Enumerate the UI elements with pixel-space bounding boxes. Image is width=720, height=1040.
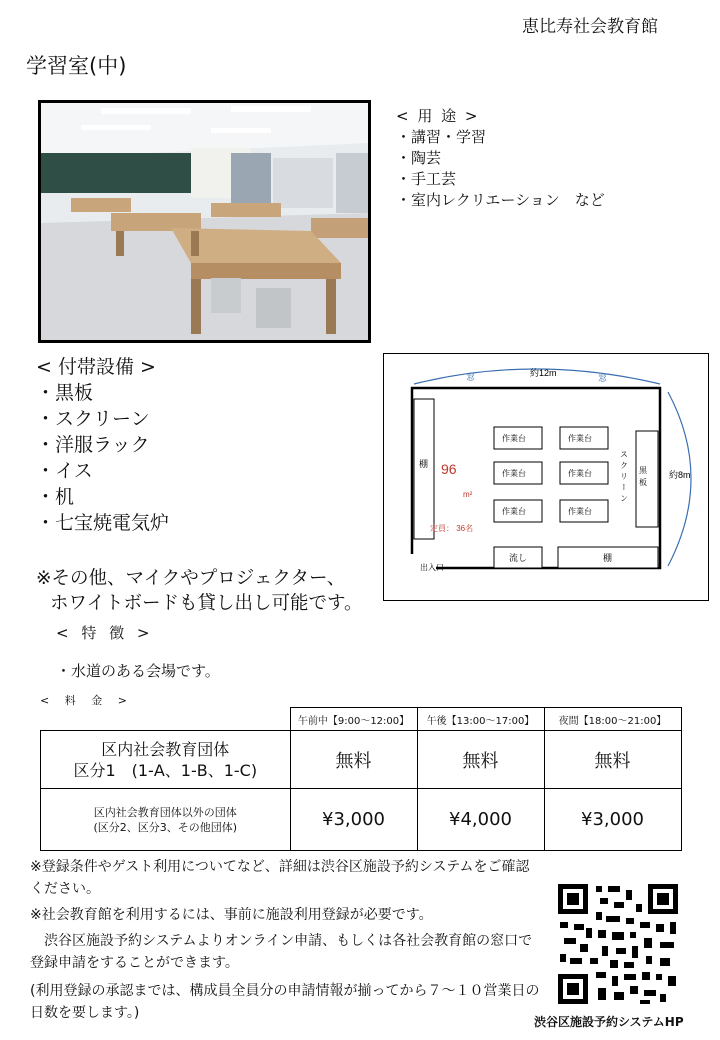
uses-item: ・陶芸	[396, 149, 442, 167]
left-shelf	[414, 399, 434, 539]
height-label: 約8m	[669, 470, 691, 480]
area-unit: m²	[463, 490, 473, 499]
room-photo	[38, 100, 371, 343]
lending-note-line: ホワイトボードも貸し出し可能です。	[50, 593, 363, 614]
features-item: ・水道のある会場です。	[56, 662, 220, 680]
screen-label: スクリーン	[619, 450, 629, 505]
fee-table-corner	[41, 708, 291, 731]
slot-morning: 午前中【9:00～12:00】	[290, 708, 417, 731]
blackboard-label: 黒板	[638, 466, 648, 490]
uses-section	[396, 106, 605, 211]
uses-heading: < 用 途 >	[396, 107, 480, 125]
uses-item: ・室内レクリエーション など	[396, 191, 605, 209]
equipment-item: ・机	[36, 486, 75, 508]
workbench-label: 作業台	[568, 469, 592, 478]
workbench-label: 作業台	[568, 507, 592, 516]
equipment-item: ・スクリーン	[36, 408, 150, 430]
floor-plan-drawing	[384, 354, 708, 600]
equipment-section	[36, 354, 169, 536]
width-label: 約12m	[530, 368, 557, 378]
equipment-item: ・イス	[36, 460, 93, 482]
workbench-label: 作業台	[502, 507, 526, 516]
table-row	[41, 731, 682, 789]
price-cell: 無料	[417, 731, 544, 789]
category-line: 区内社会教育団体	[101, 739, 230, 759]
price-cell: ¥3,000	[290, 789, 417, 851]
equipment-heading: < 付帯設備 >	[36, 356, 156, 378]
qr-code[interactable]	[556, 882, 680, 1006]
workbench-label: 作業台	[568, 434, 592, 443]
price-cell: 無料	[290, 731, 417, 789]
notes-section	[30, 856, 540, 1024]
category-line: 区内社会教育団体以外の団体	[93, 805, 237, 819]
lending-note	[36, 566, 362, 616]
entrance-label: 出入口	[420, 563, 444, 572]
fee-table	[40, 707, 682, 851]
bottom-shelf-label: 棚	[603, 553, 613, 563]
slot-afternoon: 午後【13:00～17:00】	[417, 708, 544, 731]
workbench-label: 作業台	[502, 434, 526, 443]
price-cell: 無料	[544, 731, 681, 789]
window-label-right: 窓	[598, 373, 608, 383]
note-text: ※社会教育館を利用するには、事前に施設利用登録が必要です。	[30, 907, 433, 923]
price-cell: ¥4,000	[417, 789, 544, 851]
window-label-left: 窓	[466, 372, 476, 382]
category-cell	[41, 789, 291, 851]
room-photo-image	[41, 103, 368, 340]
note-text: (利用登録の承認までは、構成員全員分の申請情報が揃ってから７～１０営業日の日数を要します。)	[30, 983, 540, 1021]
uses-item: ・講習・学習	[396, 128, 487, 146]
category-cell	[41, 731, 291, 789]
lending-note-line: ※その他、マイクやプロジェクター、	[36, 568, 346, 589]
floor-plan	[383, 353, 709, 601]
price-cell: ¥3,000	[544, 789, 681, 851]
room-title: 学習室(中)	[26, 54, 127, 78]
note-text: ※登録条件やゲスト利用についてなど、詳細は渋谷区施設予約システムをご確認ください。	[30, 859, 530, 897]
category-line: 区分1 (1-A、1-B、1-C)	[73, 760, 258, 780]
facility-name: 恵比寿社会教育館	[522, 17, 658, 37]
workbench-label: 作業台	[502, 469, 526, 478]
uses-item: ・手工芸	[396, 170, 457, 188]
fees-heading: < 料 金 >	[40, 694, 133, 707]
left-shelf-label: 棚	[419, 459, 429, 469]
area-value: 96	[441, 461, 457, 477]
qr-label: 渋谷区施設予約システムHP	[534, 1015, 684, 1029]
capacity-label: 定員： 36名	[430, 524, 474, 533]
note-text: 渋谷区施設予約システムよりオンライン申請、もしくは各社会教育館の窓口で登録申請をすることができます。	[30, 933, 533, 971]
equipment-item: ・七宝焼電気炉	[36, 512, 170, 534]
sink-label: 流し	[509, 553, 528, 563]
table-row	[41, 789, 682, 851]
features-heading: < 特 徴 >	[56, 624, 154, 642]
slot-evening: 夜間【18:00～21:00】	[544, 708, 681, 731]
equipment-item: ・黒板	[36, 382, 94, 404]
qr-code-icon	[556, 882, 680, 1006]
fee-table-header-row	[41, 708, 682, 731]
equipment-item: ・洋服ラック	[36, 434, 150, 456]
category-line: (区分2、区分3、その他団体)	[93, 820, 238, 834]
